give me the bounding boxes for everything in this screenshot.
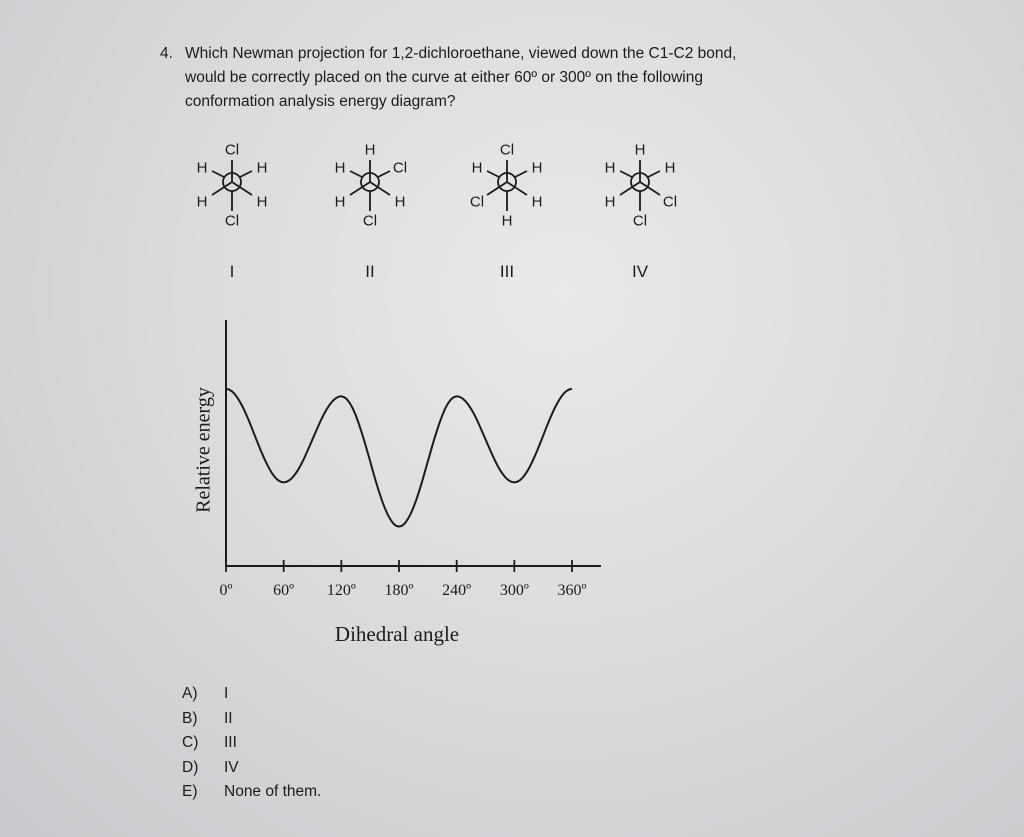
choice-d[interactable] <box>182 756 321 781</box>
choice-text: None of them. <box>224 783 322 800</box>
substituent-upper-right: H <box>531 159 543 177</box>
projection-numeral: III <box>499 262 515 281</box>
x-tick-label: 60º <box>273 582 295 599</box>
projection-numeral: IV <box>631 262 649 281</box>
answer-choices <box>182 682 321 805</box>
choice-c[interactable] <box>182 731 321 756</box>
choice-text: I <box>224 685 229 702</box>
substituent-lower-right: H <box>531 193 543 211</box>
x-tick-label: 300º <box>499 582 529 599</box>
substituent-top: H <box>634 141 646 159</box>
choice-letter: A) <box>182 685 198 702</box>
substituent-upper-left: H <box>334 159 346 177</box>
choice-text: IV <box>224 758 239 776</box>
y-axis-label: Relative energy <box>192 387 215 513</box>
substituent-lower-left: H <box>196 193 208 211</box>
substituent-upper-left: H <box>604 159 616 177</box>
choice-letter: C) <box>182 734 199 751</box>
substituent-bottom: Cl <box>224 212 240 230</box>
choice-e[interactable] <box>182 780 321 805</box>
substituent-lower-left: H <box>334 193 346 211</box>
x-tick-label: 240º <box>442 582 472 599</box>
projection-numeral: I <box>229 262 235 281</box>
question-number: 4. <box>160 45 173 62</box>
question-line: Which Newman projection for 1,2-dichloroethane, viewed down the C1-C2 bond, <box>185 45 737 62</box>
substituent-lower-left: Cl <box>469 193 485 211</box>
question-line: would be correctly placed on the curve at either 60º or 300º on the following <box>185 69 703 86</box>
substituent-lower-right: Cl <box>662 193 678 211</box>
substituent-upper-left: H <box>471 159 483 177</box>
substituent-lower-right: H <box>394 193 406 211</box>
choice-letter: E) <box>182 783 198 800</box>
x-axis-label: Dihedral angle <box>334 622 460 646</box>
substituent-top: H <box>364 141 376 159</box>
x-tick-label: 360º <box>557 582 587 599</box>
substituent-bottom: H <box>501 212 513 230</box>
substituent-upper-left: H <box>196 159 208 177</box>
energy-curve <box>226 389 572 527</box>
substituent-lower-right: H <box>256 193 268 211</box>
choice-b[interactable] <box>182 707 321 732</box>
substituent-top: Cl <box>224 141 240 159</box>
substituent-lower-left: H <box>604 193 616 211</box>
x-tick-label: 180º <box>384 582 414 599</box>
choice-text: III <box>224 734 237 751</box>
choice-letter: B) <box>182 709 198 727</box>
choice-text: II <box>224 709 233 727</box>
substituent-bottom: Cl <box>362 212 378 230</box>
substituent-bottom: Cl <box>632 212 648 230</box>
x-tick-label: 120º <box>326 582 356 599</box>
substituent-upper-right: H <box>256 159 268 177</box>
substituent-top: Cl <box>499 141 515 159</box>
choice-a[interactable] <box>182 682 321 707</box>
substituent-upper-right: Cl <box>392 159 408 177</box>
projection-numeral: II <box>365 262 375 281</box>
substituent-upper-right: H <box>664 159 676 177</box>
choice-letter: D) <box>182 758 199 776</box>
question-line: conformation analysis energy diagram? <box>185 93 456 110</box>
x-tick-label: 0º <box>219 582 233 599</box>
